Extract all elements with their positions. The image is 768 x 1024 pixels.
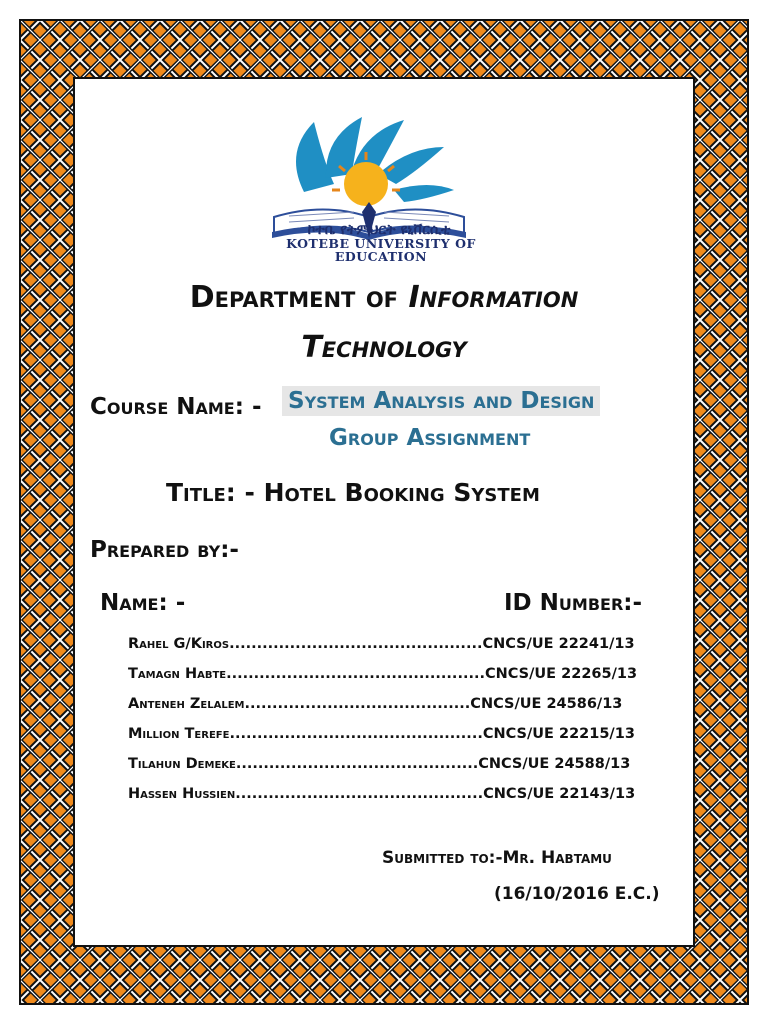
member-entry: Anteneh Zelalem.........................................CNCS/UE 24586/13: [128, 696, 623, 712]
submitted-to: Submitted to:-Mr. Habtamu: [382, 848, 612, 868]
member-row: [128, 726, 688, 756]
member-entry: Million Terefe..............................................CNCS/UE 22215/13: [128, 726, 635, 742]
member-row: [128, 666, 688, 696]
member-entry: Hassen Hussien.............................................CNCS/UE 22143/13: [128, 786, 636, 802]
member-entry: Rahel G/Kiros..............................................CNCS/UE 22241/13: [128, 636, 635, 652]
member-entry: Tamagn Habte...............................................CNCS/UE 22265/13: [128, 666, 638, 682]
department-heading-line2: Technology: [301, 330, 467, 365]
logo-amharic-name: ኮተቤ የትምህርት ዩኒቨርሲቲ: [307, 222, 451, 238]
member-row: [128, 696, 688, 726]
member-row: [128, 636, 688, 666]
member-list: [128, 636, 688, 816]
course-name: System Analysis and Design: [282, 386, 600, 416]
member-entry: Tilahun Demeke............................................CNCS/UE 24588/13: [128, 756, 631, 772]
logo-university-name: KOTEBE UNIVERSITY OF: [286, 236, 476, 251]
name-column-header: Name: -: [100, 590, 186, 616]
project-title: Title: - Hotel Booking System: [166, 478, 540, 507]
department-prefix: Department of: [189, 280, 409, 315]
prepared-by-label: Prepared by:-: [90, 537, 239, 563]
course-label: Course Name: -: [90, 394, 262, 420]
member-row: [128, 756, 688, 786]
logo-university-name-line2: EDUCATION: [334, 249, 428, 264]
department-heading: [74, 280, 694, 315]
id-column-header: ID Number:-: [504, 590, 643, 616]
submission-date: (16/10/2016 E.C.): [494, 884, 660, 904]
course-subtitle: Group Assignment: [329, 425, 531, 451]
cover-content: [74, 96, 694, 936]
department-italic: Information: [408, 280, 579, 315]
member-row: [128, 786, 688, 816]
